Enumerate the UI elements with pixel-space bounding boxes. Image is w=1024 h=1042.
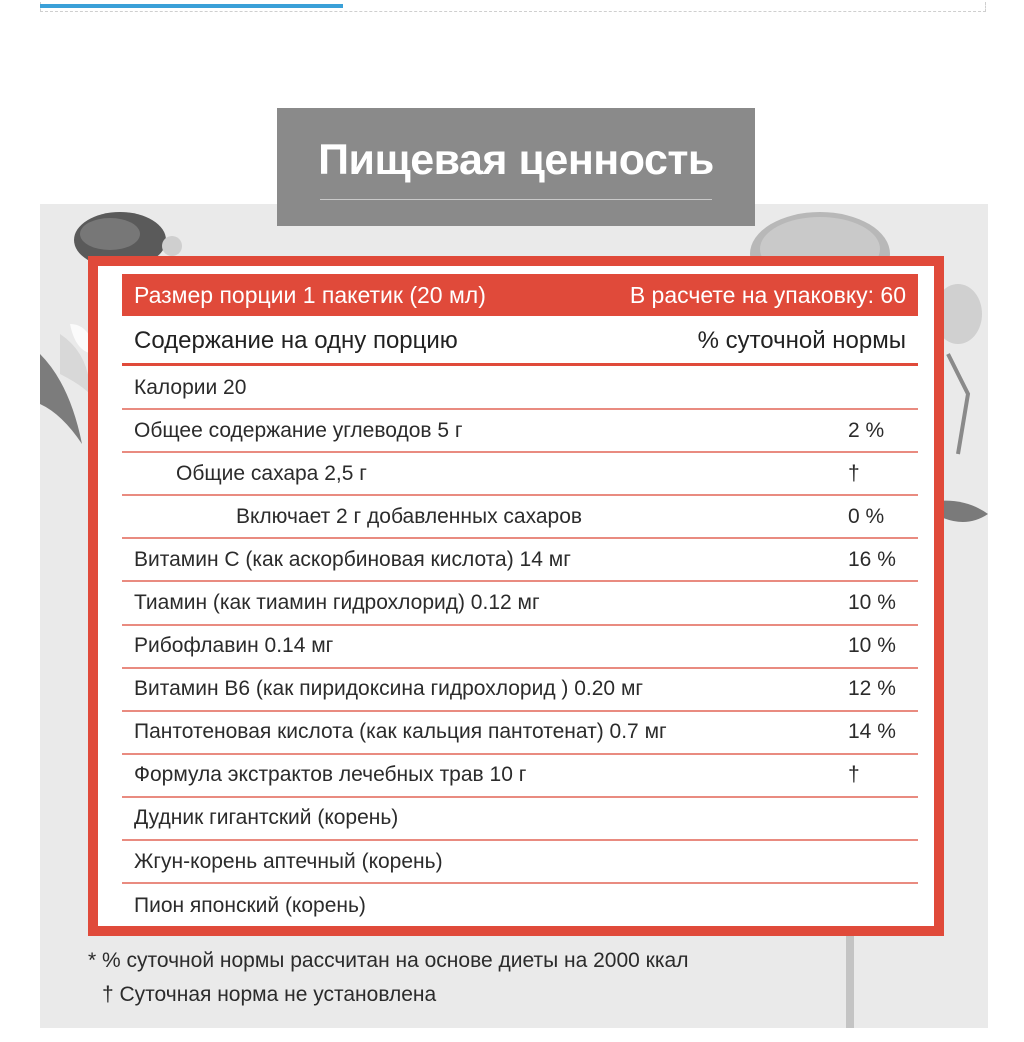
nutrient-daily-value: 12 % (848, 677, 896, 701)
nutrient-name: Калории 20 (134, 375, 247, 399)
nutrient-row (122, 496, 918, 539)
nutrient-row (122, 582, 918, 625)
section-title-box (277, 108, 755, 226)
nutrient-name: Тиамин (как тиамин гидрохлорид) 0.12 мг (134, 591, 540, 615)
loading-bar-fill (40, 4, 343, 8)
nutrient-row (122, 841, 918, 884)
nutrient-daily-value: 2 % (848, 418, 885, 442)
nutrient-daily-value: 16 % (848, 547, 896, 571)
nutrient-row (122, 884, 918, 927)
nutrient-name: Дудник гигантский (корень) (134, 806, 399, 830)
nutrient-daily-value: 14 % (848, 720, 896, 744)
nutrient-daily-value: † (848, 763, 860, 787)
footnotes (88, 944, 688, 1012)
nutrient-daily-value: 0 % (848, 504, 885, 528)
nutrient-name: Включает 2 г добавленных сахаров (236, 504, 583, 528)
daily-value-footnote: * % суточной нормы рассчитан на основе диеты на 2000 ккал (88, 949, 689, 972)
nutrient-row (122, 626, 918, 669)
nutrient-row (122, 712, 918, 755)
nutrient-daily-value: 10 % (848, 591, 896, 615)
leaf-decoration-icon (836, 930, 866, 1028)
nutrient-name: Формула экстрактов лечебных трав 10 г (134, 763, 527, 787)
column-header (122, 318, 918, 366)
nutrient-name: Жгун-корень аптечный (корень) (134, 849, 443, 873)
nutrient-row (122, 669, 918, 712)
nutrient-name: Общее содержание углеводов 5 г (134, 418, 463, 442)
title-underline (320, 199, 712, 200)
nutrient-row (122, 798, 918, 841)
nutrient-row (122, 755, 918, 798)
amount-per-serving-label: Содержание на одну порцию (134, 326, 458, 354)
nutrient-name: Пион японский (корень) (134, 893, 366, 917)
nutrient-name: Рибофлавин 0.14 мг (134, 634, 334, 658)
page-title: Пищевая ценность (318, 136, 714, 184)
serving-header (122, 274, 918, 316)
nutrient-name: Общие сахара 2,5 г (176, 461, 367, 485)
dagger-footnote: † Суточная норма не установлена (102, 983, 437, 1006)
nutrient-daily-value: † (848, 461, 860, 485)
nutrient-row (122, 410, 918, 453)
nutrient-name: Пантотеновая кислота (как кальция пантотенат) 0.7 мг (134, 720, 667, 744)
nutrient-daily-value: 10 % (848, 634, 896, 658)
nutrient-list (122, 367, 918, 927)
daily-value-header: % суточной нормы (697, 326, 906, 354)
nutrient-row (122, 453, 918, 496)
nutrient-name: Витамин В6 (как пиридоксина гидрохлорид ) 0.20 мг (134, 677, 644, 701)
nutrient-row (122, 539, 918, 582)
nutrient-name: Витамин С (как аскорбиновая кислота) 14 мг (134, 547, 571, 571)
nutrient-row (122, 367, 918, 410)
serving-size: Размер порции 1 пакетик (20 мл) (134, 281, 486, 308)
servings-per-pack: В расчете на упаковку: 60 (629, 281, 906, 308)
nutrition-facts-label (88, 256, 944, 936)
